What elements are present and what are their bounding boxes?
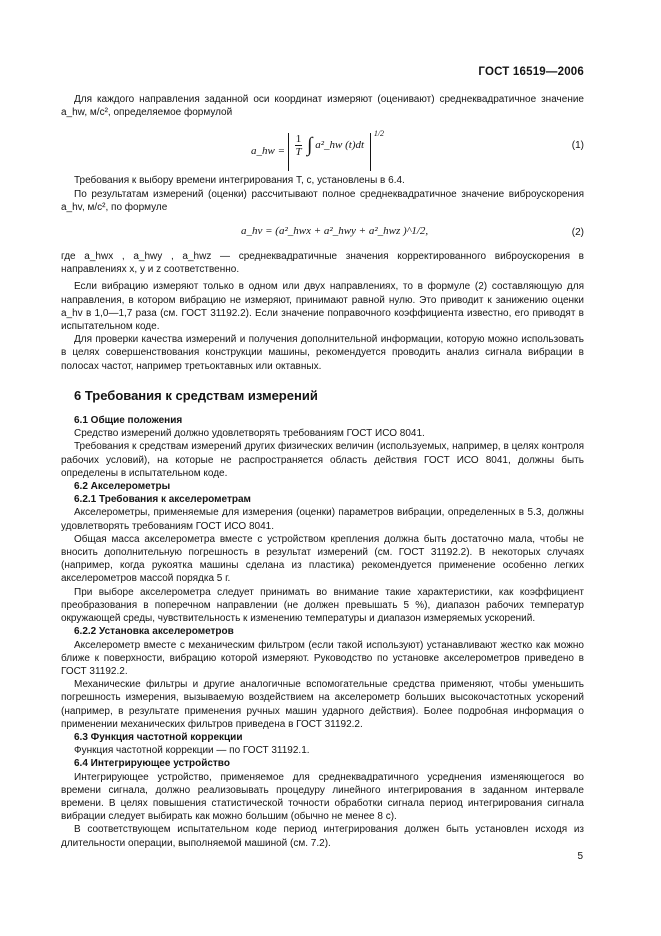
- subsection-heading: 6.2.2 Установка акселерометров: [74, 626, 234, 638]
- standard-header: ГОСТ 16519—2006: [478, 66, 584, 78]
- paragraph: где a_hwx , a_hwy , a_hwz — среднеквадратичные значения корректированного виброускорения в направлениях x, y и z соответственно.: [61, 251, 584, 276]
- paragraph: Средство измерений должно удовлетворять требованиям ГОСТ ИСО 8041.: [74, 428, 425, 440]
- fraction-denominator: T: [295, 145, 302, 158]
- paragraph: При выборе акселерометра следует принимать во внимание такие характеристики, как коэффициент преобразования в поперечном направлении (не должен превышать 5 %), диапазон рабочих температур окружающей среды, чувствительность к изменению температуры и диапазон измеряемых ускорений.: [61, 586, 584, 625]
- formula-2-number: (2): [571, 227, 584, 239]
- formula-2: [61, 218, 584, 244]
- subsection-heading: 6.2.1 Требования к акселерометрам: [74, 494, 251, 506]
- formula-1-body: [251, 127, 384, 170]
- paragraph: Функция частотной коррекции — по ГОСТ 31192.1.: [74, 745, 310, 757]
- paragraph: Требования к средствам измерений других физических величин (используемых, например, в целях контроля рабочих условий), на которые не распространяется область действия ГОСТ ИСО 8041, должны быть определены в испытательном коде.: [61, 441, 584, 479]
- formula-1-bracket: [288, 133, 371, 171]
- paragraph: Механические фильтры и другие аналогичные вспомогательные средства применяют, чтобы уменьшить погрешность измерения, вызываемую воздействием на акселерометр больших высокочастотных ускорений (например, в результате применения ручных машин ударного действия). Более подробная информация о применении механических фильтров приведена в ГОСТ 31192.2.: [61, 679, 584, 730]
- paragraph: Общая масса акселерометра вместе с устройством крепления должна быть достаточно мала, чтобы не вносить дополнительную погрешность в результат измерений (см. ГОСТ 31192.2). В некоторых случаях (например, когда рукоятка машины сделана из пластика) рекомендуется применение особенно легких акселерометров массой порядка 5 г.: [61, 533, 584, 585]
- paragraph: Интегрирующее устройство, применяемое для среднеквадратичного усреднения изменяющегося во времени сигнала, должно реализовывать процедуру линейного интегрирования в заданном интервале времени. В целях повышения статистической точности обработки сигнала период интегрирования сигнала вибрации следует выбирать как можно большим (обычно не менее 8 с).: [61, 771, 584, 823]
- formula-1-exponent: 1/2: [373, 129, 385, 139]
- subsection-heading: 6.1 Общие положения: [74, 415, 183, 427]
- section-title: 6 Требования к средствам измерений: [74, 387, 318, 403]
- paragraph: По результатам измерений (оценки) рассчитывают полное среднеквадратичное значение виброускорения a_hv, м/с², по формуле: [61, 188, 584, 213]
- formula-1: [61, 123, 584, 167]
- paragraph: Акселерометры, применяемые для измерения (оценки) параметров вибрации, определенных в 5.3, должны удовлетворять требованиям ГОСТ ИСО 8041.: [61, 507, 584, 532]
- subsection-heading: 6.4 Интегрирующее устройство: [74, 758, 230, 770]
- paragraph: Если вибрацию измеряют только в одном или двух направлениях, то в формуле (2) составляющую для направления, в котором вибрацию не измеряют, принимают равной нулю. Это приводит к занижению оценки a_hv в 1,0—1,7 раза (см. ГОСТ 31192.2). Если значение поправочного коэффициента известно, его приводят в испытательном коде.: [61, 281, 584, 333]
- paragraph: Требования к выбору времени интегрирования T, с, установлены в 6.4.: [74, 175, 405, 187]
- paragraph: Для проверки качества измерений и получения дополнительной информации, которую можно использовать в целях совершенствования конструкции машины, рекомендуется проводить анализ сигнала вибрации в полосах частот, например третьоктавных или октавных.: [61, 334, 584, 372]
- paragraph: Акселерометр вместе с механическим фильтром (если такой используют) устанавливают жестко как можно ближе к поверхности, вибрацию которой измеряют. Руководство по установке акселерометров приведено в ГОСТ 31192.2.: [61, 639, 584, 677]
- page-body: [61, 93, 584, 850]
- paragraph: Для каждого направления заданной оси координат измеряют (оценивают) среднеквадратичное значение a_hw, м/с², определяемое формулой: [61, 94, 584, 119]
- formula-1-lhs: a_hw =: [251, 145, 286, 158]
- formula-1-fraction: [295, 133, 303, 158]
- subsection-heading: 6.2 Акселерометры: [74, 481, 171, 493]
- paragraph: В соответствующем испытательном коде период интегрирования должен быть установлен исходя из длительности операции, выполняемой машиной (см. 7.2).: [61, 824, 584, 849]
- integral-sign: ∫: [307, 133, 313, 156]
- formula-2-body: a_hv = (a²_hwx + a²_hwy + a²_hwz )^1/2,: [241, 225, 429, 238]
- fraction-numerator: 1: [295, 132, 302, 145]
- formula-1-number: (1): [571, 140, 584, 152]
- formula-1-integrand: a²_hw (t)dt: [315, 138, 365, 151]
- page-number: 5: [577, 851, 583, 862]
- subsection-heading: 6.3 Функция частотной коррекции: [74, 731, 243, 743]
